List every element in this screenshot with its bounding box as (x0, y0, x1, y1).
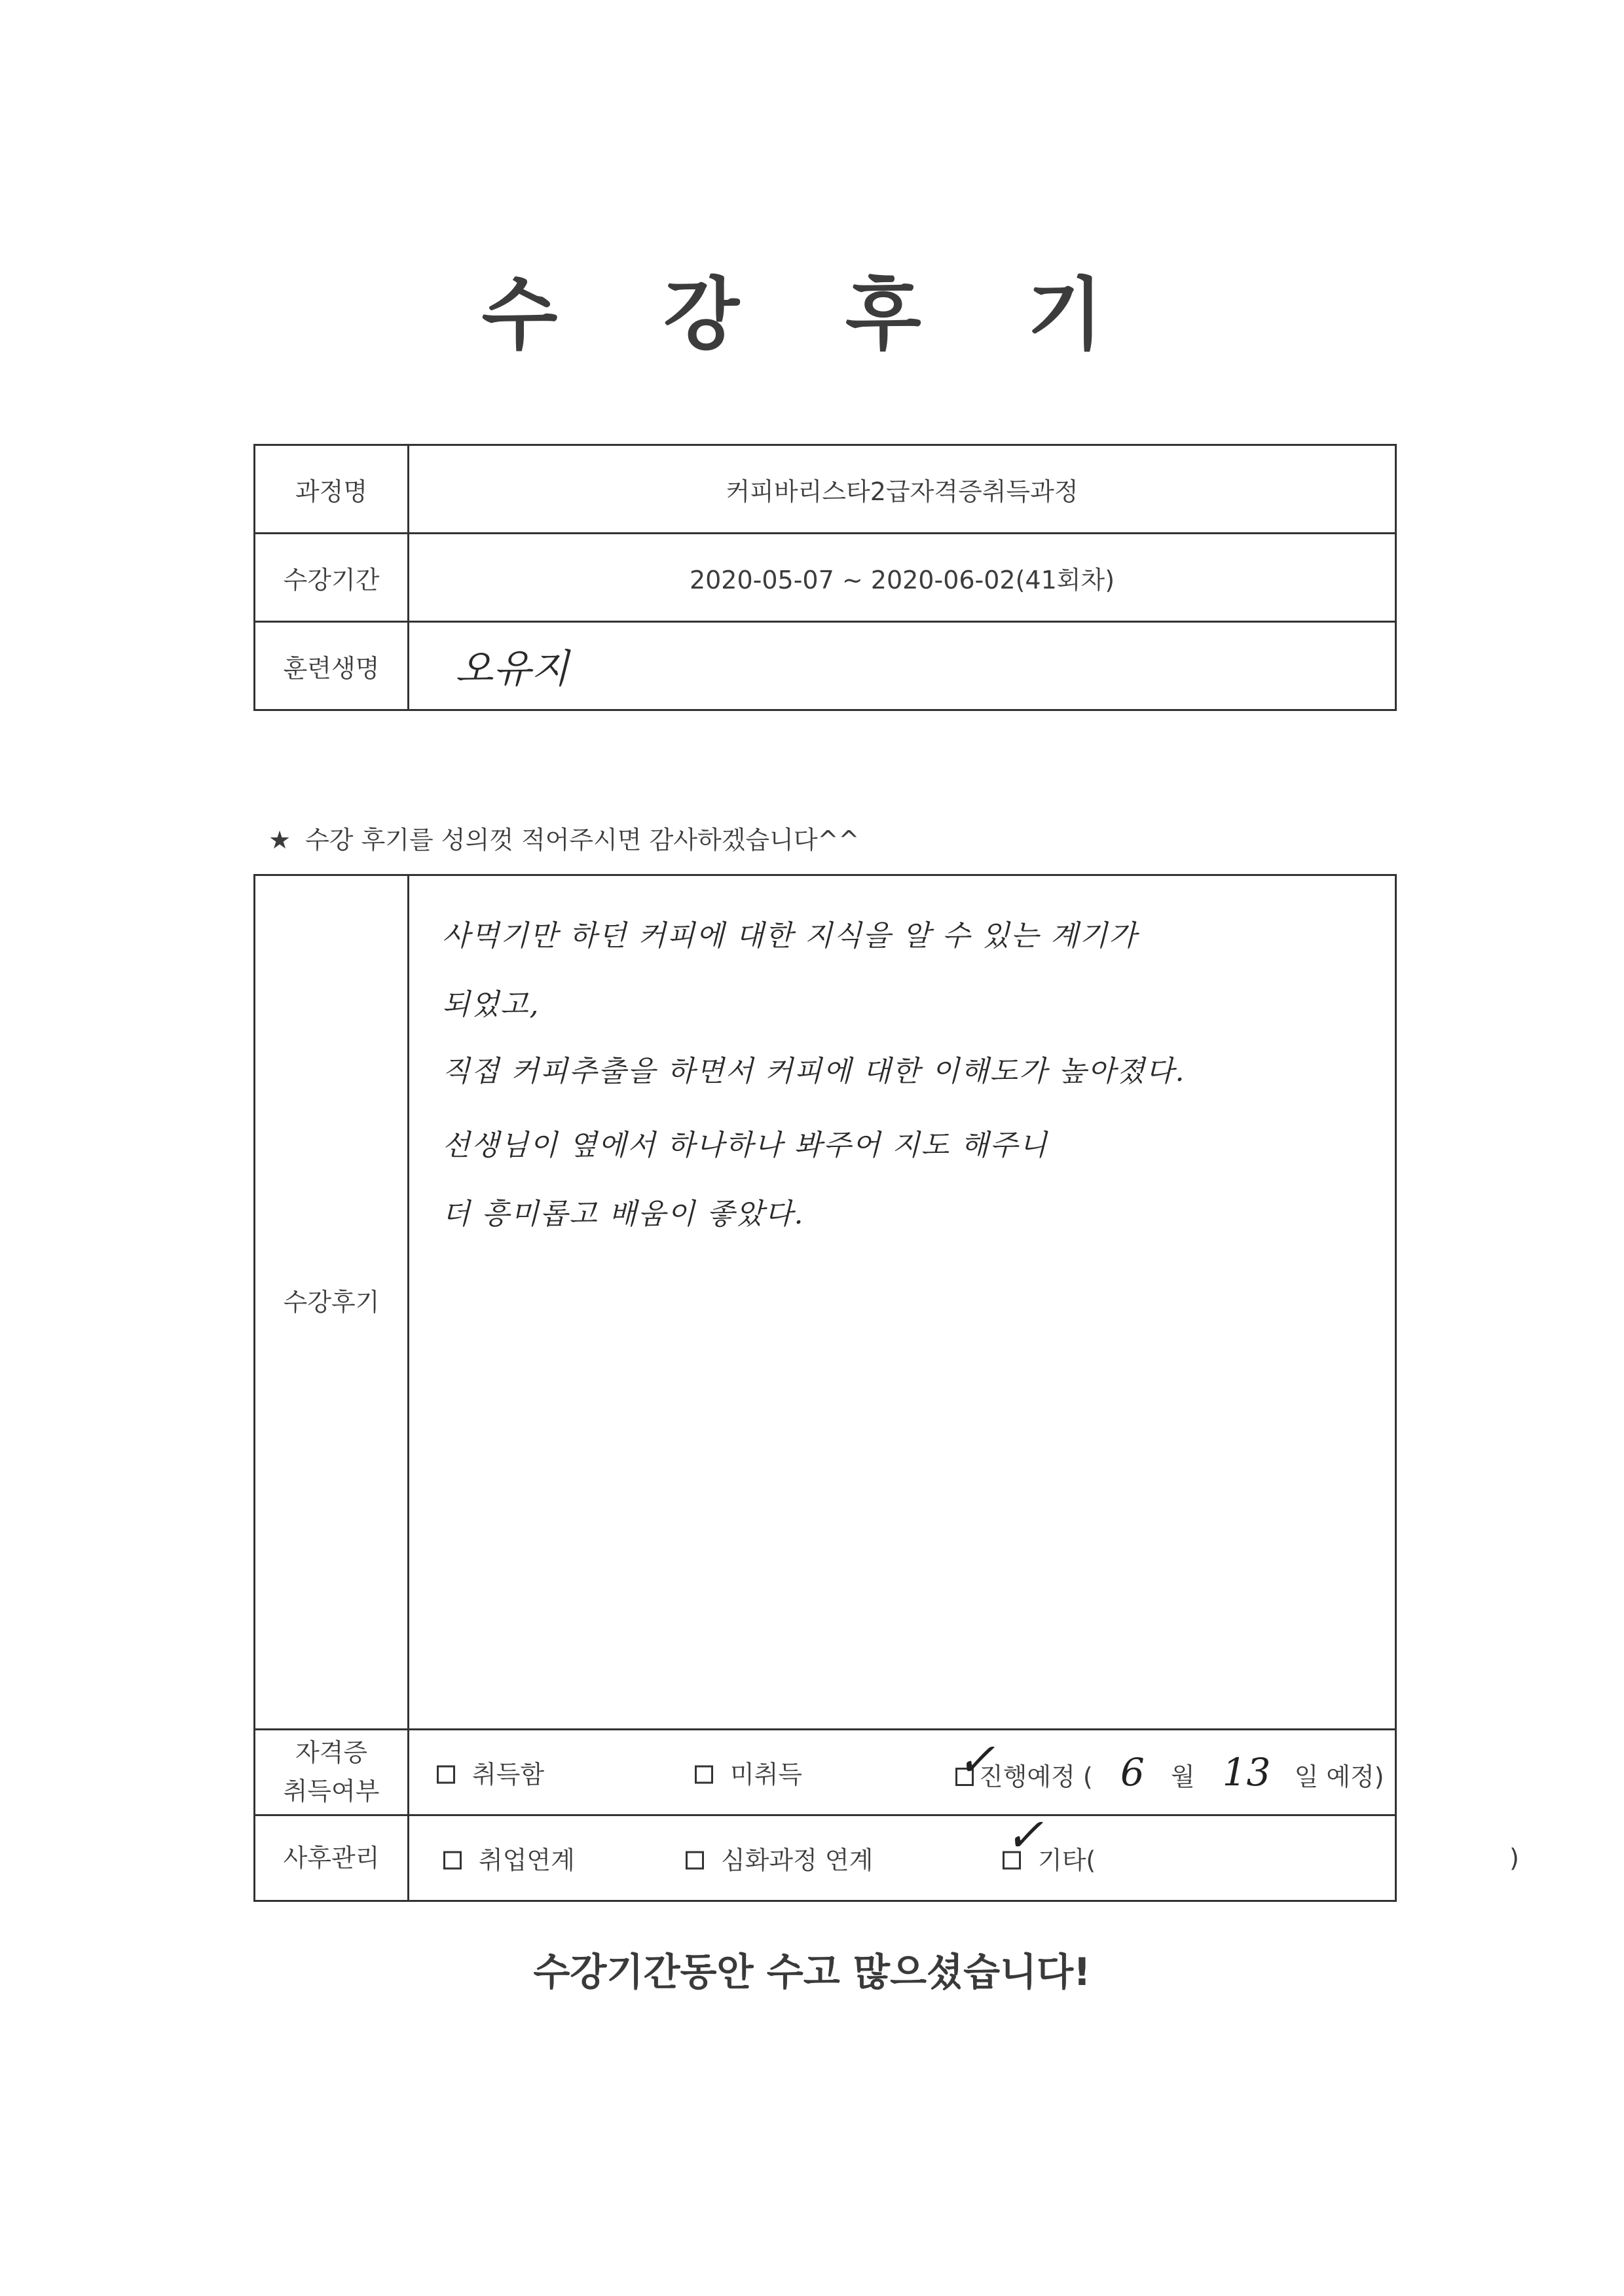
notice-message: 수강 후기를 성의껏 적어주시면 감사하겠습니다^^ (305, 826, 860, 854)
option-planned[interactable] (955, 1750, 1384, 1795)
option-acquired-label: 취득함 (472, 1760, 545, 1789)
check-mark-icon: ✓ (1005, 1808, 1044, 1862)
period-row (255, 534, 1396, 622)
review-line: 사먹기만 하던 커피에 대한 지식을 알 수 있는 계기가 (442, 919, 1138, 953)
certificate-label-line1: 자격증 (295, 1738, 368, 1768)
trainee-name-handwritten: 오유지 (409, 622, 1396, 710)
check-mark-icon: ✓ (957, 1733, 995, 1787)
closing-message: 수강기간동안 수고 많으셨습니다! (533, 1950, 1091, 1994)
notice-text (268, 820, 859, 856)
checkbox-acquired[interactable] (437, 1765, 455, 1783)
review-line: 더 흥미롭고 배움이 좋았다. (442, 1197, 805, 1231)
trainee-row (255, 622, 1396, 710)
period-value: 2020-05-07 ~ 2020-06-02(41회차) (409, 534, 1396, 622)
review-line: 되었고, (442, 988, 540, 1021)
page-title: 수 강 후 기 (481, 270, 1143, 361)
option-not-acquired[interactable] (695, 1755, 802, 1791)
certificate-row (255, 1730, 1396, 1815)
option-employment-label: 취업연계 (479, 1846, 575, 1875)
option-advanced[interactable] (686, 1840, 873, 1876)
option-other-close: ) (1509, 1844, 1519, 1872)
option-advanced-label: 심화과정 연계 (721, 1846, 874, 1875)
day-handwritten: 13 (1222, 1750, 1271, 1795)
aftercare-label: 사후관리 (255, 1815, 409, 1901)
month-handwritten: 6 (1120, 1750, 1145, 1795)
option-other-label: 기타( (1038, 1846, 1096, 1875)
aftercare-row (255, 1815, 1396, 1901)
course-label: 과정명 (255, 445, 409, 534)
aftercare-options (409, 1808, 1519, 1901)
certificate-label (255, 1730, 409, 1815)
checkbox-not-acquired[interactable] (695, 1765, 713, 1783)
certificate-options (409, 1730, 1396, 1815)
review-table (253, 874, 1519, 1902)
review-cell (409, 875, 1396, 1730)
option-planned-label: 진행예정 ( (979, 1762, 1093, 1791)
day-unit: 일 예정) (1294, 1762, 1384, 1791)
course-value: 커피바리스타2급자격증취득과정 (409, 445, 1396, 534)
certificate-label-line2: 취득여부 (283, 1777, 380, 1806)
review-body (409, 876, 1395, 1728)
star-icon: ★ (268, 826, 291, 854)
checkbox-advanced[interactable] (686, 1851, 704, 1869)
period-label: 수강기간 (255, 534, 409, 622)
review-line: 선생님이 옆에서 하나하나 봐주어 지도 해주니 (442, 1129, 1048, 1162)
trainee-label: 훈련생명 (255, 622, 409, 710)
review-line: 직접 커피추출을 하면서 커피에 대한 이해도가 높아졌다. (442, 1055, 1186, 1088)
course-info-table (253, 444, 1397, 711)
month-unit: 월 (1170, 1762, 1195, 1791)
option-not-acquired-label: 미취득 (730, 1760, 803, 1789)
checkbox-employment[interactable] (443, 1851, 462, 1869)
option-employment[interactable] (443, 1840, 575, 1876)
review-label: 수강후기 (255, 875, 409, 1730)
option-acquired[interactable] (437, 1755, 544, 1791)
course-row (255, 445, 1396, 534)
review-row (255, 875, 1396, 1730)
